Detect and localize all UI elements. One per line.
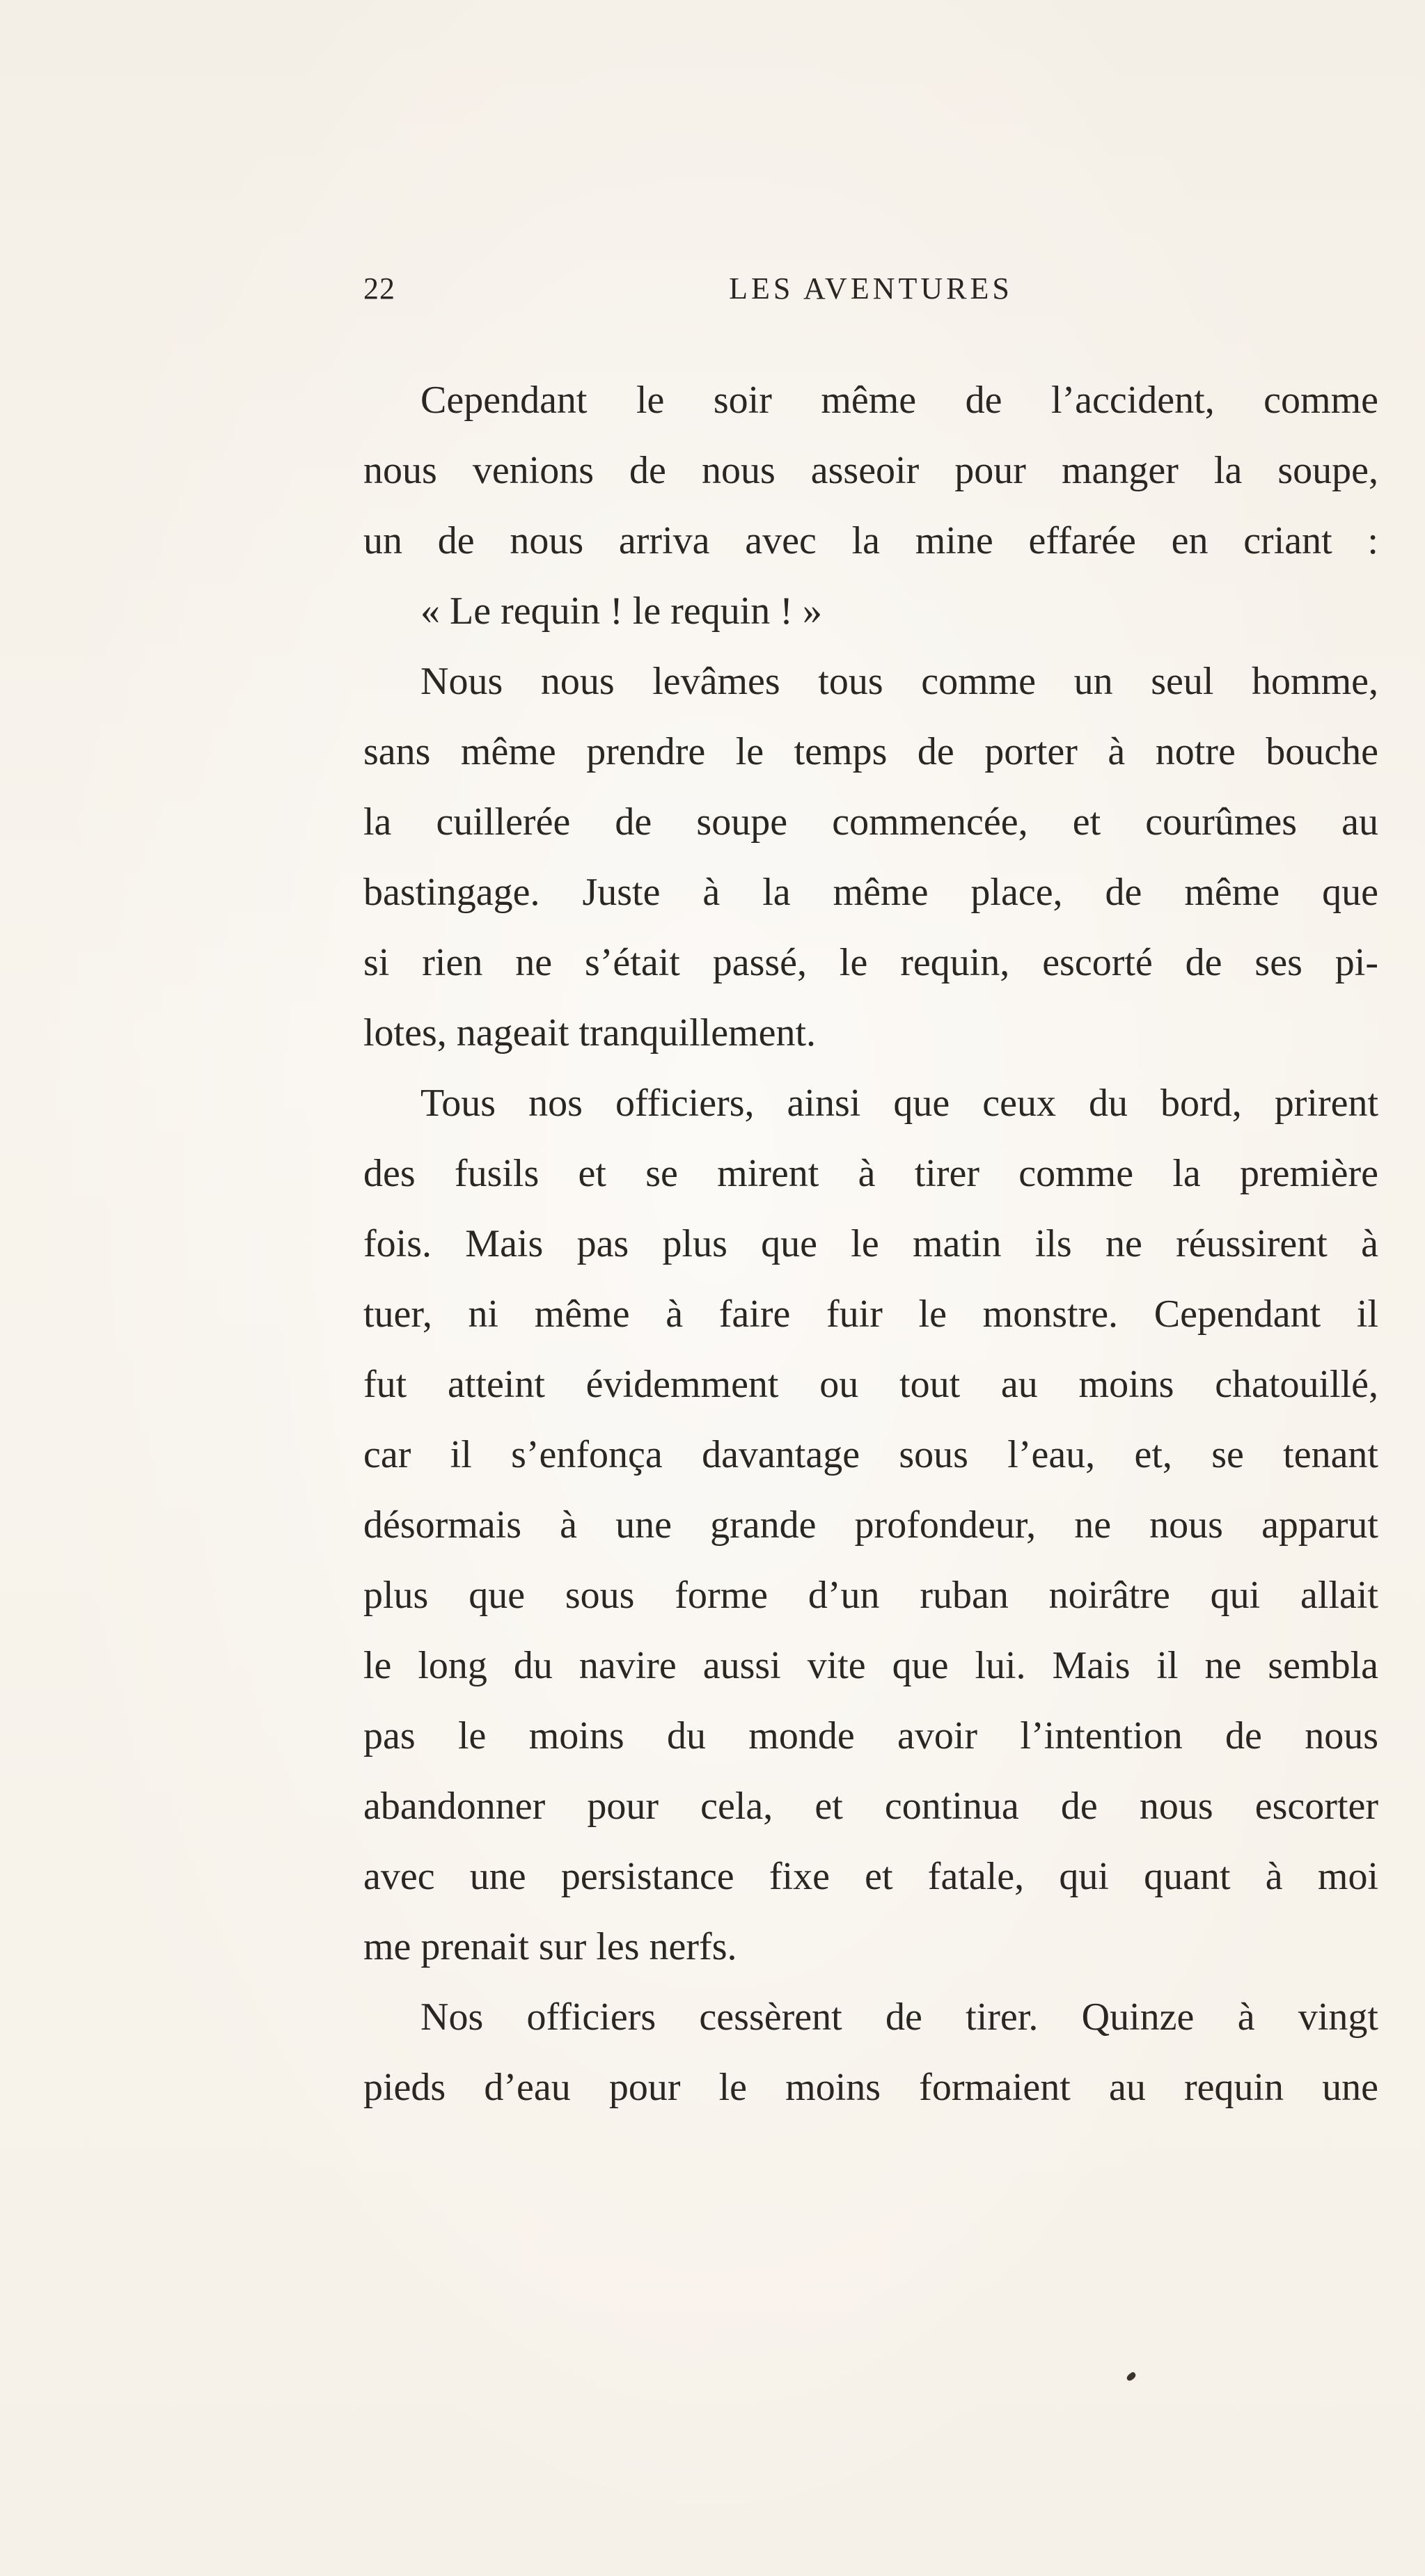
text-line: « Le requin ! le requin ! »	[420, 590, 822, 633]
text-line: pas le moins du monde avoir l’intention de nous	[363, 1714, 1378, 1757]
text-line: si rien ne s’était passé, le requin, escorté de ses pi-	[363, 941, 1378, 984]
text-line: bastingage. Juste à la même place, de même que	[363, 871, 1378, 914]
text-line: le long du navire aussi vite que lui. Mais il ne sembla	[363, 1644, 1378, 1687]
text-line: Tous nos officiers, ainsi que ceux du bord, prirent	[420, 1082, 1378, 1125]
text-line: sans même prendre le temps de porter à notre bouche	[363, 730, 1378, 773]
text-line: avec une persistance fixe et fatale, qui quant à moi	[363, 1855, 1378, 1898]
text-line: la cuillerée de soupe commencée, et courûmes au	[363, 800, 1378, 844]
text-line: car il s’enfonça davantage sous l’eau, et, se tenant	[363, 1433, 1378, 1476]
text-line: des fusils et se mirent à tirer comme la première	[363, 1152, 1378, 1195]
text-line: lotes, nageait tranquillement.	[363, 1011, 817, 1054]
page-number: 22	[363, 271, 395, 306]
text-line: nous venions de nous asseoir pour manger la soupe,	[363, 449, 1378, 492]
text-line: un de nous arriva avec la mine effarée en criant :	[363, 519, 1378, 562]
text-line: Nos officiers cessèrent de tirer. Quinze à vingt	[420, 1996, 1378, 2039]
text-line: tuer, ni même à faire fuir le monstre. Cependant il	[363, 1293, 1378, 1336]
text-line: Cependant le soir même de l’accident, comme	[420, 379, 1378, 422]
page-header	[363, 264, 1378, 313]
text-line: fut atteint évidemment ou tout au moins chatouillé,	[363, 1363, 1378, 1406]
text-line: pieds d’eau pour le moins formaient au requin une	[363, 2066, 1378, 2109]
body-text	[363, 365, 1378, 2123]
text-line: plus que sous forme d’un ruban noirâtre qui allait	[363, 1574, 1378, 1617]
text-line: fois. Mais pas plus que le matin ils ne réussirent à	[363, 1222, 1378, 1265]
text-line: abandonner pour cela, et continua de nous escorter	[363, 1785, 1378, 1828]
text-line: Nous nous levâmes tous comme un seul homme,	[420, 660, 1378, 703]
ink-speck	[1126, 2371, 1137, 2382]
running-head: LES AVENTURES	[729, 271, 1013, 306]
text-line: désormais à une grande profondeur, ne nous apparut	[363, 1503, 1378, 1547]
text-line: me prenait sur les nerfs.	[363, 1925, 737, 1968]
